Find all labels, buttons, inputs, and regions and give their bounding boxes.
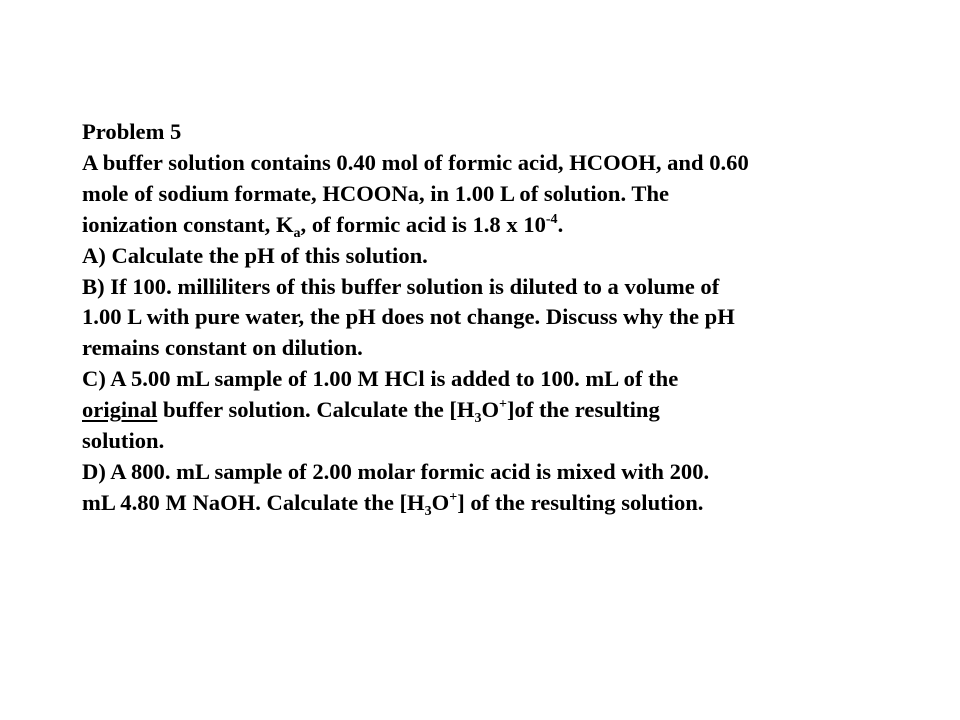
part-a: A) Calculate the pH of this solution. (82, 242, 428, 268)
part-d-text-3: ] of the resulting solution. (457, 489, 704, 515)
intro-line-2: mole of sodium formate, HCOONa, in 1.00 L of solution. The (82, 180, 670, 206)
part-c-text-3: ]of the resulting (507, 397, 660, 423)
h3o-superscript: + (499, 397, 508, 413)
problem-text (82, 117, 902, 519)
part-d-line-1: D) A 800. mL sample of 2.00 molar formic acid is mixed with 200. (82, 458, 710, 484)
part-c-text-2: O (481, 397, 500, 423)
part-d-text-1: mL 4.80 M NaOH. Calculate the [H (82, 489, 425, 515)
ka-exponent: -4 (545, 211, 558, 227)
h3o-superscript-d: + (449, 489, 458, 505)
original-underlined: original (82, 397, 158, 423)
h3o-subscript-d: 3 (424, 503, 432, 519)
part-c-line-3: solution. (82, 428, 165, 454)
ka-end: . (557, 211, 564, 237)
part-d-text-2: O (431, 489, 450, 515)
ka-text: , of formic acid is 1.8 x 10 (300, 211, 546, 237)
intro-line-3 (82, 210, 902, 241)
problem-title: Problem 5 (82, 119, 182, 144)
part-c-line-2 (82, 395, 902, 426)
part-c-line-1: C) A 5.00 mL sample of 1.00 M HCl is added to 100. mL of the (82, 366, 679, 392)
part-b-line-3: remains constant on dilution. (82, 335, 363, 361)
ka-label: ionization constant, K (82, 211, 294, 237)
part-d-line-2 (82, 488, 902, 519)
intro-line-1: A buffer solution contains 0.40 mol of formic acid, HCOOH, and 0.60 (82, 149, 749, 175)
part-b-line-2: 1.00 L with pure water, the pH does not change. Discuss why the pH (82, 304, 735, 330)
ka-subscript: a (293, 225, 301, 241)
part-c-text-1: buffer solution. Calculate the [H (157, 397, 475, 423)
part-b-line-1: B) If 100. milliliters of this buffer solution is diluted to a volume of (82, 273, 720, 299)
h3o-subscript: 3 (474, 411, 482, 427)
